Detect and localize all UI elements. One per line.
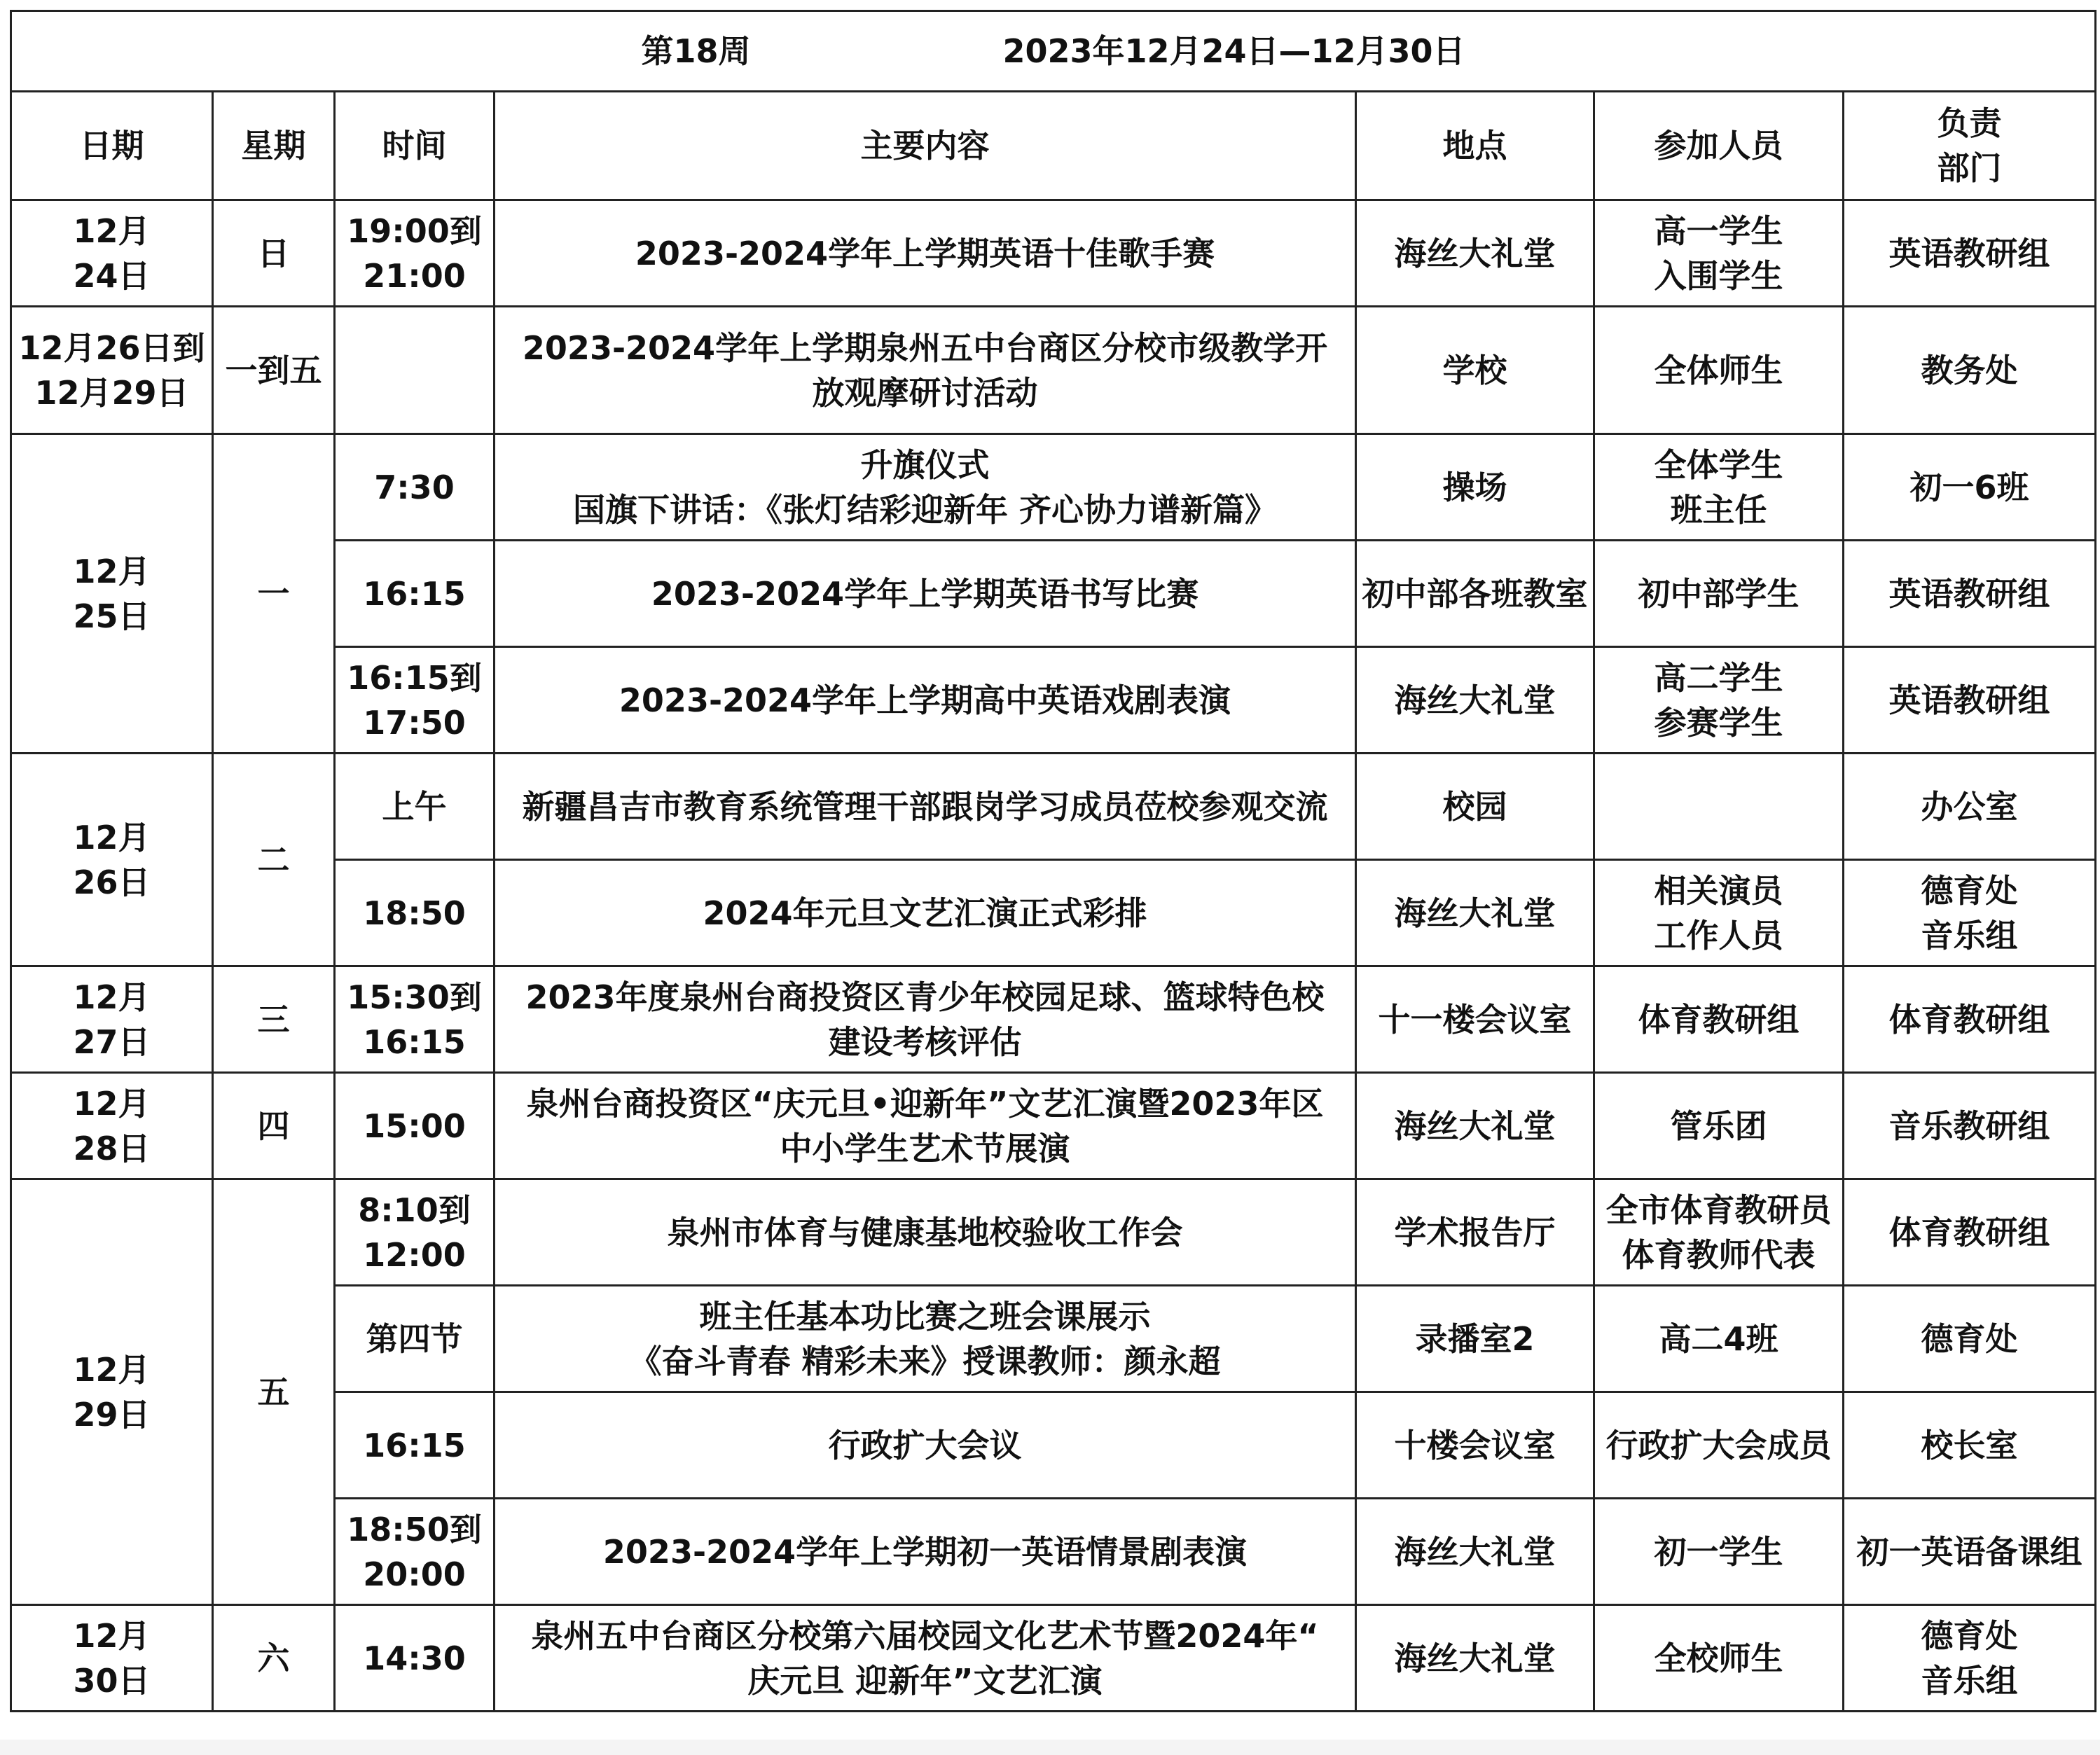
content-cell: 行政扩大会议: [495, 1392, 1356, 1499]
location-cell: 海丝大礼堂: [1356, 647, 1594, 754]
table-row: [11, 307, 2096, 434]
participants-cell: 初中部学生: [1594, 541, 1844, 647]
col-header-content: 主要内容: [495, 92, 1356, 200]
time-cell: [335, 307, 495, 434]
department-cell: 校长室: [1844, 1392, 2096, 1499]
content-cell: 班主任基本功比赛之班会课展示 《奋斗青春 精彩未来》授课教师：颜永超: [495, 1286, 1356, 1392]
participants-cell: 体育教研组: [1594, 966, 1844, 1073]
location-cell: 初中部各班教室: [1356, 541, 1594, 647]
location-cell: 操场: [1356, 434, 1594, 541]
content-cell: 2023-2024学年上学期英语书写比赛: [495, 541, 1356, 647]
col-header-department: 负责 部门: [1844, 92, 2096, 200]
weekly-schedule-table: [10, 10, 2096, 1712]
col-header-date: 日期: [11, 92, 213, 200]
date-cell: 12月 26日: [11, 754, 213, 966]
participants-cell: 高一学生 入围学生: [1594, 200, 1844, 307]
weekday-cell: 三: [213, 966, 335, 1073]
date-cell: 12月 30日: [11, 1605, 213, 1712]
content-cell: 2023-2024学年上学期初一英语情景剧表演: [495, 1499, 1356, 1605]
time-cell: 19:00到 21:00: [335, 200, 495, 307]
week-label: 第18周: [641, 32, 751, 70]
department-cell: 德育处 音乐组: [1844, 860, 2096, 966]
content-cell: 泉州五中台商区分校第六届校园文化艺术节暨2024年“ 庆元旦 迎新年”文艺汇演: [495, 1605, 1356, 1712]
table-row: [11, 1073, 2096, 1179]
content-cell: 泉州台商投资区“庆元旦•迎新年”文艺汇演暨2023年区 中小学生艺术节展演: [495, 1073, 1356, 1179]
time-cell: 18:50: [335, 860, 495, 966]
date-cell: 12月 25日: [11, 434, 213, 754]
time-cell: 15:30到 16:15: [335, 966, 495, 1073]
time-cell: 16:15: [335, 541, 495, 647]
weekday-cell: 二: [213, 754, 335, 966]
department-cell: 德育处: [1844, 1286, 2096, 1392]
weekday-cell: 日: [213, 200, 335, 307]
location-cell: 学校: [1356, 307, 1594, 434]
content-cell: 2023年度泉州台商投资区青少年校园足球、篮球特色校 建设考核评估: [495, 966, 1356, 1073]
time-cell: 16:15: [335, 1392, 495, 1499]
department-cell: 英语教研组: [1844, 647, 2096, 754]
location-cell: 海丝大礼堂: [1356, 1073, 1594, 1179]
header-row: [11, 92, 2096, 200]
table-row: [11, 966, 2096, 1073]
department-cell: 体育教研组: [1844, 966, 2096, 1073]
col-header-location: 地点: [1356, 92, 1594, 200]
department-cell: 德育处 音乐组: [1844, 1605, 2096, 1712]
department-cell: 初一英语备课组: [1844, 1499, 2096, 1605]
weekday-cell: 一到五: [213, 307, 335, 434]
location-cell: 学术报告厅: [1356, 1179, 1594, 1286]
location-cell: 海丝大礼堂: [1356, 860, 1594, 966]
content-cell: 新疆昌吉市教育系统管理干部跟岗学习成员莅校参观交流: [495, 754, 1356, 860]
participants-cell: 高二4班: [1594, 1286, 1844, 1392]
col-header-weekday: 星期: [213, 92, 335, 200]
date-cell: 12月26日到 12月29日: [11, 307, 213, 434]
location-cell: 十楼会议室: [1356, 1392, 1594, 1499]
date-range: 2023年12月24日—12月30日: [1002, 32, 1465, 70]
table-row: [11, 434, 2096, 541]
table-row: [11, 200, 2096, 307]
table-title: [11, 11, 2096, 92]
col-header-time: 时间: [335, 92, 495, 200]
title-row: [11, 11, 2096, 92]
content-cell: 2023-2024学年上学期英语十佳歌手赛: [495, 200, 1356, 307]
location-cell: 校园: [1356, 754, 1594, 860]
time-cell: 15:00: [335, 1073, 495, 1179]
table-row: [11, 1605, 2096, 1712]
time-cell: 上午: [335, 754, 495, 860]
location-cell: 海丝大礼堂: [1356, 1499, 1594, 1605]
time-cell: 第四节: [335, 1286, 495, 1392]
participants-cell: 相关演员 工作人员: [1594, 860, 1844, 966]
participants-cell: 全市体育教研员 体育教师代表: [1594, 1179, 1844, 1286]
table-row: [11, 754, 2096, 860]
department-cell: 音乐教研组: [1844, 1073, 2096, 1179]
participants-cell: [1594, 754, 1844, 860]
department-cell: 办公室: [1844, 754, 2096, 860]
date-cell: 12月 29日: [11, 1179, 213, 1605]
content-cell: 2023-2024学年上学期高中英语戏剧表演: [495, 647, 1356, 754]
location-cell: 海丝大礼堂: [1356, 200, 1594, 307]
location-cell: 十一楼会议室: [1356, 966, 1594, 1073]
participants-cell: 全体学生 班主任: [1594, 434, 1844, 541]
department-cell: 体育教研组: [1844, 1179, 2096, 1286]
time-cell: 8:10到 12:00: [335, 1179, 495, 1286]
date-cell: 12月 28日: [11, 1073, 213, 1179]
department-cell: 英语教研组: [1844, 541, 2096, 647]
weekday-cell: 四: [213, 1073, 335, 1179]
department-cell: 初一6班: [1844, 434, 2096, 541]
location-cell: 海丝大礼堂: [1356, 1605, 1594, 1712]
participants-cell: 行政扩大会成员: [1594, 1392, 1844, 1499]
weekday-cell: 一: [213, 434, 335, 754]
time-cell: 14:30: [335, 1605, 495, 1712]
bottom-scroll-strip: [0, 1740, 2100, 1755]
time-cell: 16:15到 17:50: [335, 647, 495, 754]
table-row: [11, 1179, 2096, 1286]
content-cell: 2024年元旦文艺汇演正式彩排: [495, 860, 1356, 966]
participants-cell: 管乐团: [1594, 1073, 1844, 1179]
content-cell: 2023-2024学年上学期泉州五中台商区分校市级教学开 放观摩研讨活动: [495, 307, 1356, 434]
date-cell: 12月 24日: [11, 200, 213, 307]
weekday-cell: 六: [213, 1605, 335, 1712]
participants-cell: 全校师生: [1594, 1605, 1844, 1712]
participants-cell: 全体师生: [1594, 307, 1844, 434]
participants-cell: 初一学生: [1594, 1499, 1844, 1605]
time-cell: 7:30: [335, 434, 495, 541]
content-cell: 升旗仪式 国旗下讲话：《张灯结彩迎新年 齐心协力谱新篇》: [495, 434, 1356, 541]
content-cell: 泉州市体育与健康基地校验收工作会: [495, 1179, 1356, 1286]
participants-cell: 高二学生 参赛学生: [1594, 647, 1844, 754]
weekday-cell: 五: [213, 1179, 335, 1605]
col-header-participants: 参加人员: [1594, 92, 1844, 200]
department-cell: 教务处: [1844, 307, 2096, 434]
location-cell: 录播室2: [1356, 1286, 1594, 1392]
department-cell: 英语教研组: [1844, 200, 2096, 307]
date-cell: 12月 27日: [11, 966, 213, 1073]
time-cell: 18:50到 20:00: [335, 1499, 495, 1605]
